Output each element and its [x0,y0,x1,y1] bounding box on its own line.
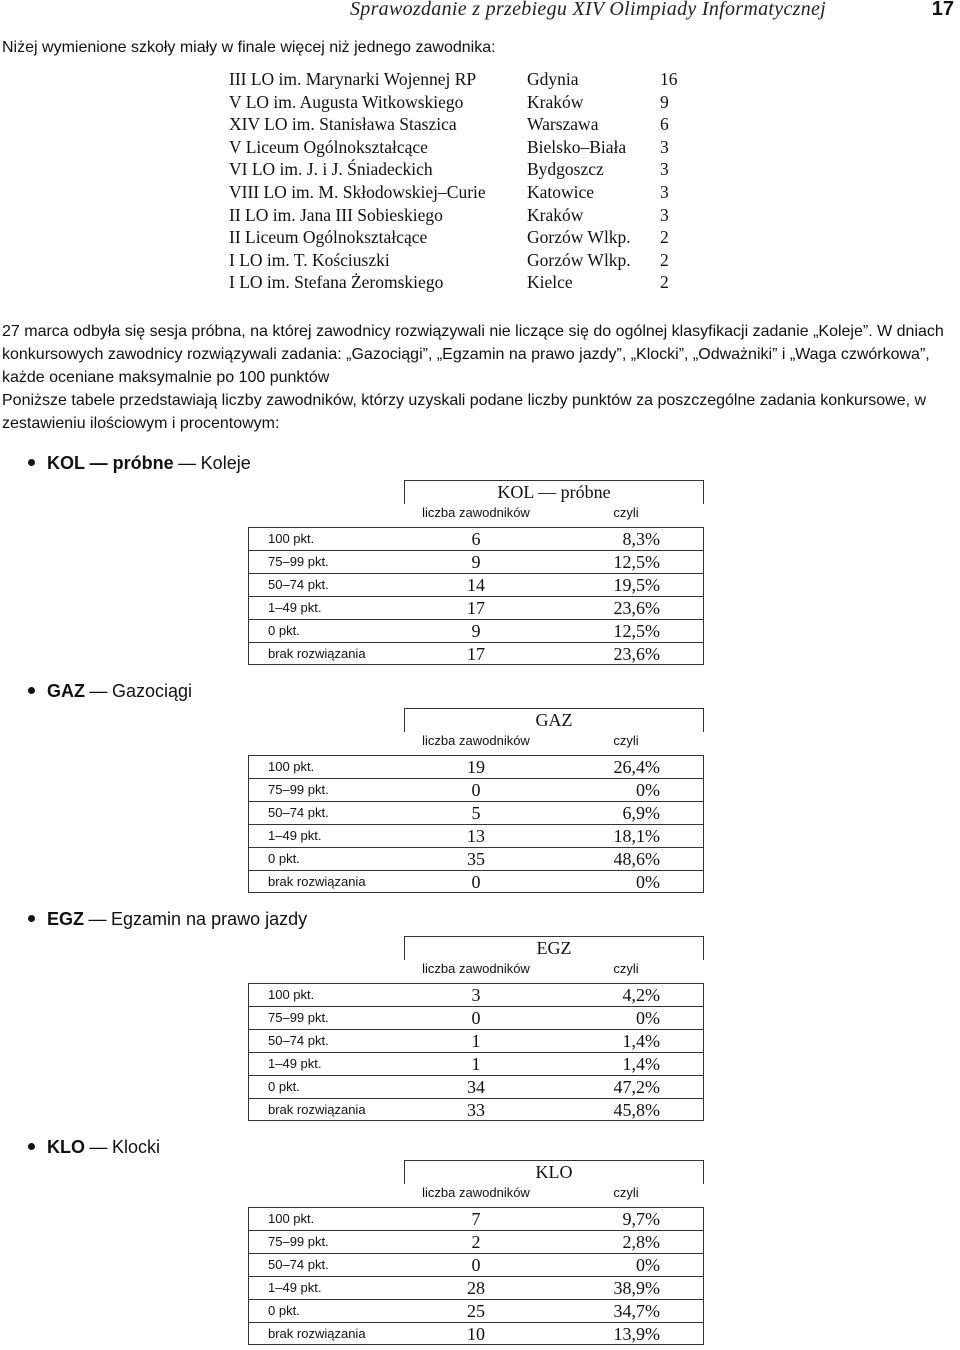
row-count: 9 [471,621,481,641]
table-row [248,619,704,642]
table-title: EGZ [536,938,572,958]
row-percent: 45,8% [613,1100,660,1120]
table-title: KOL — próbne [497,482,611,502]
school-count: 9 [660,91,669,112]
row-percent: 13,9% [613,1324,660,1344]
school-name: V LO im. Augusta Witkowskiego [229,91,464,112]
row-percent: 48,6% [613,849,660,869]
column-header-percent: czyli [613,961,639,976]
paragraph-text: 27 marca odbyła się sesja próbna, na której zawodnicy rozwiązywali nie liczące się do ogólnej klasyfikacji zadanie „Koleje”. W dniach konkursowych zawodnicy rozwiązywali zadania: „Gazociągi”, „Egzamin na prawo jazdy”, „Klocki”, „Odważniki” i „Waga czwórkowa”, każde oceniane maksymalnie po 100 punktów [2,323,944,386]
school-count: 2 [660,272,669,293]
table-row [248,870,704,893]
row-percent: 23,6% [613,598,660,618]
row-count: 6 [471,529,481,549]
row-count: 34 [467,1077,485,1097]
school-city: Kielce [527,272,573,293]
row-count: 9 [471,552,481,572]
row-label: 50–74 pkt. [268,577,329,592]
school-name: I LO im. T. Kościuszki [229,249,390,270]
table-row [229,158,680,181]
row-percent: 12,5% [613,552,660,572]
row-label: brak rozwiązania [268,1102,366,1117]
table-row [229,271,680,294]
school-city: Warszawa [527,114,599,135]
column-header-count: liczba zawodników [422,961,530,976]
column-header-count: liczba zawodników [422,1185,530,1200]
column-header-percent: czyli [613,1185,639,1200]
bullet-icon [28,459,35,466]
table-row [248,983,704,1006]
table-row [248,847,704,870]
row-percent: 47,2% [613,1077,660,1097]
task-dash: — [89,1137,108,1157]
school-name: VI LO im. J. i J. Śniadeckich [229,159,433,180]
school-city: Katowice [527,181,595,202]
row-count: 19 [467,757,485,777]
school-count: 2 [660,227,669,248]
task-code: EGZ [47,909,85,929]
table-row [248,1075,704,1098]
row-label: 75–99 pkt. [268,782,329,797]
row-label: 100 pkt. [268,987,315,1002]
task-heading-egz [28,907,307,931]
row-percent: 1,4% [622,1054,660,1074]
task-name: Klocki [112,1137,161,1157]
row-label: brak rozwiązania [268,646,366,661]
row-count: 7 [471,1209,481,1229]
tables-intro-paragraph [2,389,952,435]
row-percent: 38,9% [613,1278,660,1298]
running-title: Sprawozdanie z przebiegu XIV Olimpiady Informatycznej [350,0,827,20]
table-row [229,136,680,159]
stats-table-klo [248,1161,704,1346]
table-row [248,778,704,801]
school-city: Kraków [527,204,584,225]
school-count: 3 [660,136,669,157]
school-count: 3 [660,159,669,180]
school-city: Bydgoszcz [527,159,604,180]
row-label: 0 pkt. [268,1303,300,1318]
row-percent: 4,2% [622,985,660,1005]
row-percent: 9,7% [622,1209,660,1229]
column-header-percent: czyli [613,505,639,520]
table-row [248,550,704,573]
school-name: V Liceum Ogólnokształcące [229,136,428,157]
schools-table [229,68,680,294]
row-count: 28 [467,1278,485,1298]
school-name: II LO im. Jana III Sobieskiego [229,204,443,225]
table-title: GAZ [535,710,573,730]
school-name: III LO im. Marynarki Wojennej RP [229,69,477,89]
row-count: 0 [471,1008,481,1028]
row-count: 13 [467,826,485,846]
row-count: 0 [471,872,481,892]
row-label: 1–49 pkt. [268,828,322,843]
row-label: brak rozwiązania [268,1326,366,1341]
bullet-icon [28,1143,35,1150]
bullet-icon [28,687,35,694]
row-label: 50–74 pkt. [268,1033,329,1048]
school-count: 3 [660,204,669,225]
row-percent: 2,8% [622,1232,660,1252]
row-count: 5 [471,803,481,823]
row-percent: 0% [636,1008,660,1028]
page-number: 17 [931,0,954,20]
table-row [229,91,680,114]
row-label: 0 pkt. [268,851,300,866]
table-row [248,1052,704,1075]
task-dash: — [89,681,108,701]
row-label: 0 pkt. [268,623,300,638]
row-percent: 26,4% [613,757,660,777]
row-percent: 0% [636,1255,660,1275]
row-count: 10 [467,1324,485,1344]
table-row [248,824,704,847]
table-title: KLO [535,1162,573,1182]
table-row [248,573,704,596]
row-percent: 23,6% [613,644,660,664]
task-code: KOL — próbne [47,453,174,473]
stats-table-gaz [248,709,704,894]
task-name: Gazociągi [112,681,193,701]
school-count: 6 [660,114,669,135]
task-dash: — [178,453,197,473]
task-dash: — [88,909,107,929]
row-percent: 1,4% [622,1031,660,1051]
page-header [350,0,954,22]
task-code: KLO [47,1137,85,1157]
table-row [248,596,704,619]
school-name: II Liceum Ogólnokształcące [229,227,428,248]
table-row [248,1006,704,1029]
school-city: Bielsko–Biała [527,136,627,157]
row-count: 2 [471,1232,481,1252]
school-count: 2 [660,249,669,270]
table-row [248,1098,704,1121]
row-count: 33 [467,1100,485,1120]
table-row [248,527,704,550]
row-percent: 18,1% [613,826,660,846]
row-label: 1–49 pkt. [268,600,322,615]
table-row [229,204,680,227]
task-name: Egzamin na prawo jazdy [111,909,308,929]
table-row [248,1207,704,1230]
row-count: 3 [471,985,481,1005]
school-city: Gorzów Wlkp. [527,227,631,248]
table-row [229,226,680,249]
row-label: 50–74 pkt. [268,1257,329,1272]
school-name: I LO im. Stefana Żeromskiego [229,272,444,293]
school-city: Kraków [527,91,584,112]
school-city: Gorzów Wlkp. [527,249,631,270]
school-city: Gdynia [527,69,579,89]
table-row [248,642,704,665]
table-row [248,1299,704,1322]
row-label: 1–49 pkt. [268,1056,322,1071]
table-row [248,1253,704,1276]
task-code: GAZ [47,681,85,701]
row-percent: 19,5% [613,575,660,595]
row-percent: 34,7% [613,1301,660,1321]
table-row [248,1029,704,1052]
bullet-icon [28,915,35,922]
column-header-count: liczba zawodników [422,733,530,748]
row-label: 100 pkt. [268,1211,315,1226]
school-name: VIII LO im. M. Skłodowskiej–Curie [229,181,486,202]
row-count: 1 [471,1031,481,1051]
school-name: XIV LO im. Stanisława Staszica [229,114,457,135]
row-percent: 0% [636,780,660,800]
row-count: 25 [467,1301,485,1321]
row-label: 1–49 pkt. [268,1280,322,1295]
row-label: brak rozwiązania [268,874,366,889]
table-row [248,1322,704,1345]
task-heading-kol [28,451,251,475]
table-row [248,1276,704,1299]
stats-table-egz [248,937,704,1122]
row-count: 1 [471,1054,481,1074]
column-header-count: liczba zawodników [422,505,530,520]
row-count: 14 [467,575,485,595]
school-count: 3 [660,181,669,202]
row-label: 0 pkt. [268,1079,300,1094]
session-paragraph [2,320,952,389]
row-percent: 8,3% [622,529,660,549]
row-percent: 0% [636,872,660,892]
row-count: 17 [467,598,485,618]
row-count: 17 [467,644,485,664]
task-name: Koleje [200,453,251,473]
intro-text: Niżej wymienione szkoły miały w finale więcej niż jednego zawodnika: [2,39,496,56]
task-heading-klo [28,1135,160,1159]
column-header-percent: czyli [613,733,639,748]
row-percent: 6,9% [622,803,660,823]
table-row [229,68,680,91]
table-row [248,801,704,824]
task-heading-gaz [28,679,192,703]
row-label: 100 pkt. [268,531,315,546]
table-row [248,1230,704,1253]
row-count: 35 [467,849,485,869]
row-label: 75–99 pkt. [268,1234,329,1249]
row-label: 75–99 pkt. [268,1010,329,1025]
table-row [229,113,680,136]
paragraph-text: Poniższe tabele przedstawiają liczby zawodników, którzy uzyskali podane liczby punktów za poszczególne zadania konkursowe, w zestawieniu ilościowym i procentowym: [2,392,927,432]
row-count: 0 [471,1255,481,1275]
stats-table-kol [248,481,704,666]
school-count: 16 [660,69,678,89]
row-percent: 12,5% [613,621,660,641]
row-label: 50–74 pkt. [268,805,329,820]
table-row [248,755,704,778]
row-label: 100 pkt. [268,759,315,774]
table-row [229,249,680,272]
table-row [229,181,680,204]
row-label: 75–99 pkt. [268,554,329,569]
row-count: 0 [471,780,481,800]
